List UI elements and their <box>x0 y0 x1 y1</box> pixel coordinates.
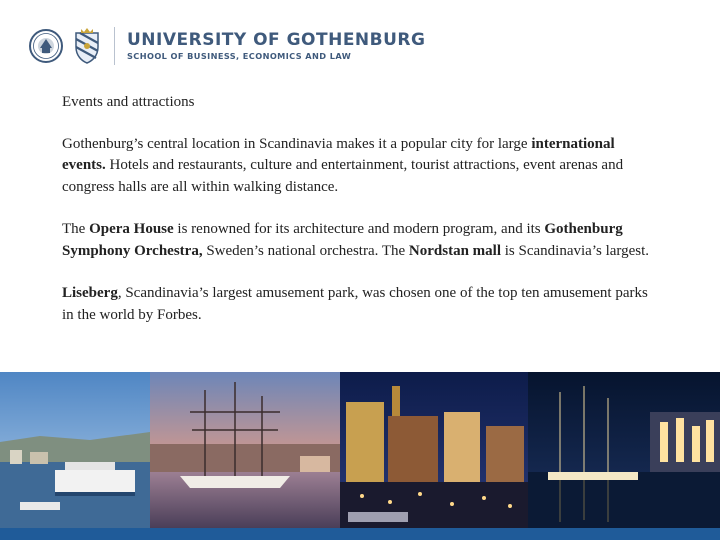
paragraph-liseberg <box>62 283 662 326</box>
city-crest-logo <box>70 27 104 65</box>
p2-text-e: Sweden’s national orchestra. The <box>202 242 409 259</box>
p3-text-b: , Scandinavia’s largest amusement park, was chosen one of the top ten amusement parks in the world by Forbes. <box>62 285 648 323</box>
university-wordmark <box>127 30 425 62</box>
nordstan-bold: Nordstan mall <box>408 242 502 259</box>
p2-text-g: is Scandinavia’s largest. <box>501 242 650 259</box>
paragraph-events <box>62 134 662 199</box>
liseberg-bold: Liseberg <box>62 285 118 301</box>
p2-text-c: is renowned for its architecture and modern program, and its <box>173 221 545 237</box>
photo-city-night <box>340 372 528 528</box>
slide-body <box>62 92 662 347</box>
city-photo-strip <box>0 372 720 528</box>
symphony-bold: Gothenburg Symphony Orchestra, <box>62 221 623 259</box>
university-seal-logo <box>28 26 64 66</box>
p2-text-a: The <box>62 221 90 237</box>
university-header <box>28 22 425 70</box>
p1-bold: international events. <box>62 135 615 173</box>
university-name: UNIVERSITY OF GOTHENBURG <box>127 30 426 50</box>
slide-title: Events and attractions <box>62 94 195 110</box>
header-divider <box>114 27 115 65</box>
paragraph-culture <box>62 219 662 262</box>
opera-house-bold: Opera House <box>89 221 174 237</box>
p1-text-a: Gothenburg’s central location in Scandinavia makes it a popular city for large <box>62 135 532 152</box>
photo-harbor-night <box>528 372 720 528</box>
school-name: SCHOOL OF BUSINESS, ECONOMICS AND LAW <box>127 51 352 61</box>
p1-text-c: Hotels and restaurants, culture and entertainment, tourist attractions, event arenas and congress halls are all within walking distance. <box>62 157 624 195</box>
photo-harbor-day <box>0 372 150 528</box>
footer-bar <box>0 528 720 540</box>
photo-tall-ships-dusk <box>150 372 340 528</box>
